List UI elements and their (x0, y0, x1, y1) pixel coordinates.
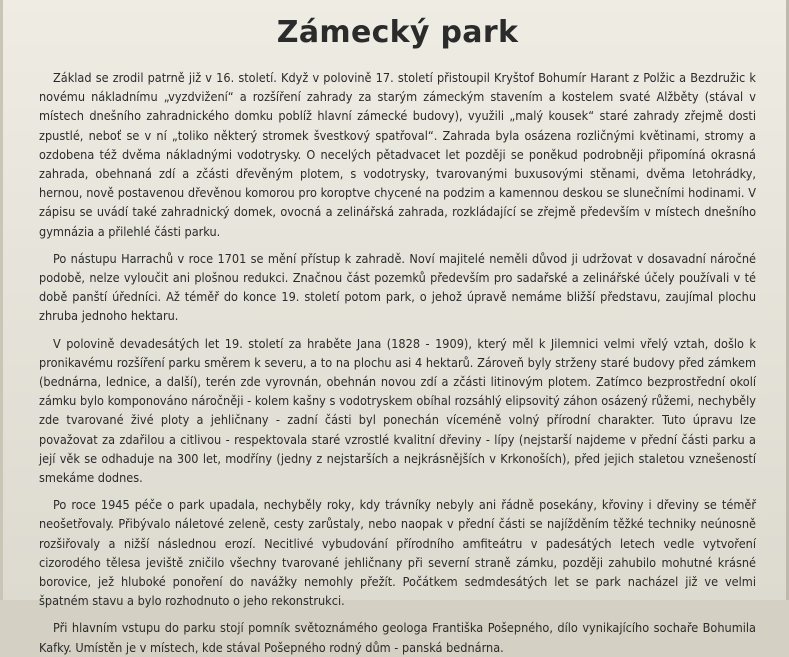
paragraph-post-1945-decline: Po roce 1945 péče o park upadala, nechyběly roky, kdy trávníky nebyly ani řádně posekány, křoviny i dřeviny se téměř neošetřovaly. Přibývalo náletové zeleně, cesty zarůstaly, nebo naopak v přední části se najížděním těžké techniky neúnosně rozšiřovaly a nižší následnou erozí. Necitlivé vybudování přírodního amfiteátru v padesátých letech vedle vytvoření cizorodého tělesa jeviště zničilo všechny tvarované jehličnany při severní straně zámku, později zahubilo mohutné krásné borovice, jež hluboké ponoření do navážky nemohly přežít. Počátkem sedmdesátých let se park nacházel již ve velmi špatném stavu a bylo rozhodnuto o jeho rekonstrukci. (39, 497, 756, 609)
paragraph-harrach-era: Po nástupu Harrachů v roce 1701 se mění přístup k zahradě. Noví majitelé neměli důvod ji udržovat v dosavadní náročné podobě, nelze vyloučit ani plošnou redukci. Značnou část pozemků především pro sadařské a zelinářské účely používali v té době panští úředníci. Až téměř do konce 19. století potom park, o jehož úpravě nemáme bližší představu, zaujímal plochu zhruba jednoho hektaru. (39, 250, 756, 324)
paragraph-posepny-monument: Při hlavním vstupu do parku stojí pomník světoznámého geologa Františka Pošepného, dílo vynikajícího sochaře Bohumila Kafky. Umístěn je v místech, kde stával Pošepného rodný dům - panská bednárna. (39, 620, 756, 655)
paragraph-park-expansion: V polovině devadesátých let 19. století za hraběte Jana (1828 - 1909), který měl k Jilemnici velmi vřelý vztah, došlo k pronikavému rozšíření parku směrem k severu, a to na plochu asi 4 hektarů. Zároveň byly strženy staré budovy před zámkem (bednárna, lednice, a další), terén zde vyrovnán, obehnán novou zdí a zčásti litinovým plotem. Zatímco bezprostřední okolí zámku bylo komponováno náročněji - kolem kašny s vodotryskem obíhal rozsáhlý elipsovitý záhon osázený růžemi, nechyběly zde tvarované živé ploty a jehličnany - zadní části byl ponechán víceméně volný přírodní charakter. Tuto úpravu lze považovat za zdařilou a citlivou - respektovala staré vzrostlé kvalitní dřeviny - lípy (nejstarší najdeme v přední části parku a její věk se odhaduje na 300 let, modříny (jedny z nejstarších a nejkrásnějších v Krkonoších), před jejich staletou vznešeností smekáme dodnes. (39, 335, 756, 486)
paragraph-history-origin: Základ se zrodil patrně již v 16. století. Když v polovině 17. století přistoupil Kryštof Bohumír Harant z Polžic a Bezdružic k novému nákladnímu „vyzdvižení“ a rozšíření zahrady za starým zámeckým stavením a kostelem svaté Alžběty (stával v místech dnešního zahradnického domku poblíž hlavní zámecké budovy), využili „malý kousek“ staré zahrady zřejmě dosti zpustlé, neboť se v ní „toliko některý stromek švestkový spatřoval“. Zahrada byla osázena rozličnými květinami, stromy a ozdobena též dvěma nákladnými vodotrysky. O necelých pětadvacet let později se poněkud podrobněji připomíná okrasná zahrada, obehnaná zdí a zčásti dřevěným plotem, s vodotrysky, tvarovanými buxusovými stěnami, dvěma letohrádky, hernou, nově postavenou dřevěnou komorou pro koroptve chycené na podzim a kamennou deskou se slunečními hodinami. V zápisu se uvádí také zahradnický domek, ovocná a zelinářská zahrada, rozkládající se zřejmě především v místech dnešního gymnázia a přilehlé části parku. (39, 70, 756, 239)
board-title: Zámecký park (276, 15, 519, 50)
